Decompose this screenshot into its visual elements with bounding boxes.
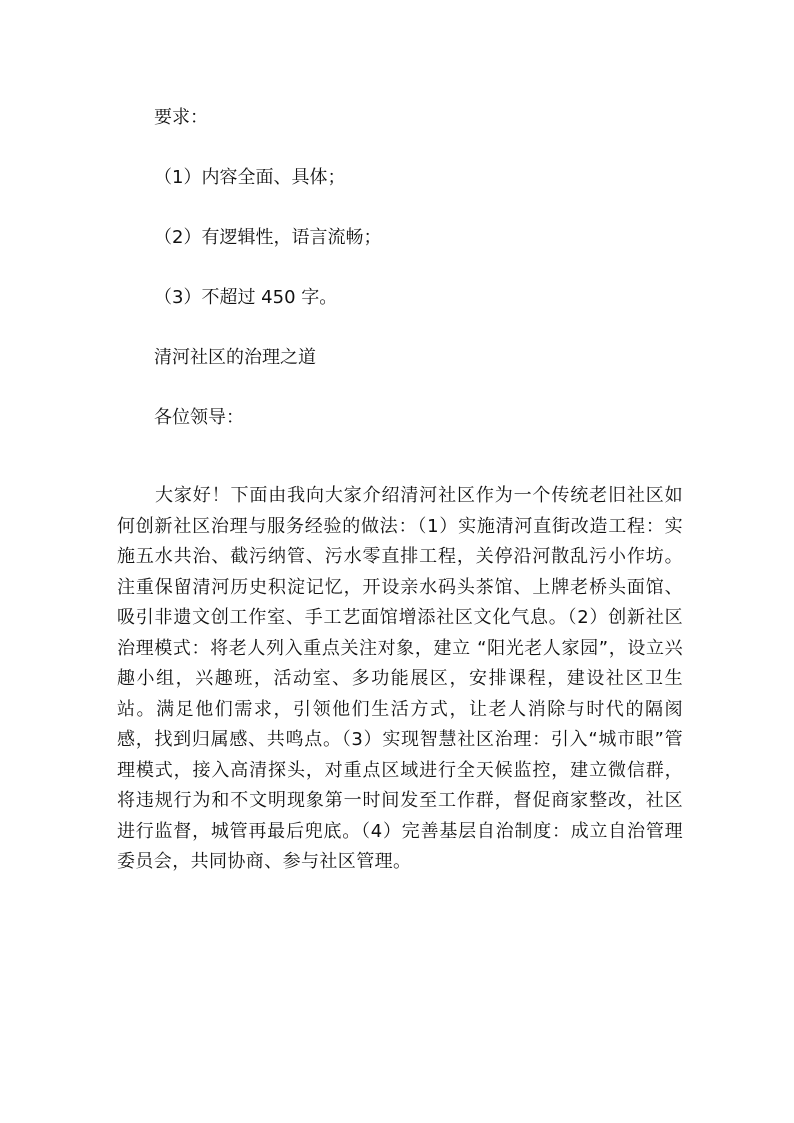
- requirement-item-3: （3）不超过 450 字。: [154, 287, 338, 308]
- requirements-label: 要求：: [154, 107, 208, 128]
- speech-title: 清河社区的治理之道: [154, 347, 316, 368]
- speech-body-paragraph: 大家好！下面由我向大家介绍清河社区作为一个传统老旧社区如何创新社区治理与服务经验的做法：（1）实施清河直街改造工程：实施五水共治、截污纳管、污水零直排工程，关停沿河散乱污小作坊。注重保留清河历史积淀记忆，开设亲水码头茶馆、上牌老桥头面馆、吸引非遗文创工作室、手工艺面馆增添社区文化气息。（2）创新社区治理模式：将老人列入重点关注对象，建立 “阳光老人家园”，设立兴趣小组，兴趣班，活动室、多功能展区，安排课程，建设社区卫生站。满足他们需求，引领他们生活方式，让老人消除与时代的隔阂感，找到归属感、共鸣点。（3）实现智慧社区治理：引入“城市眼”管理模式，接入高清探头，对重点区域进行全天候监控，建立微信群，将违规行为和不文明现象第一时间发至工作群，督促商家整改，社区进行监督，城管再最后兜底。（4）完善基层自治制度：成立自治管理委员会，共同协商、参与社区管理。: [117, 485, 683, 872]
- requirement-item-1: （1）内容全面、具体；: [154, 167, 346, 188]
- speech-salutation: 各位领导：: [154, 407, 244, 428]
- requirement-item-2: （2）有逻辑性，语言流畅；: [154, 227, 382, 248]
